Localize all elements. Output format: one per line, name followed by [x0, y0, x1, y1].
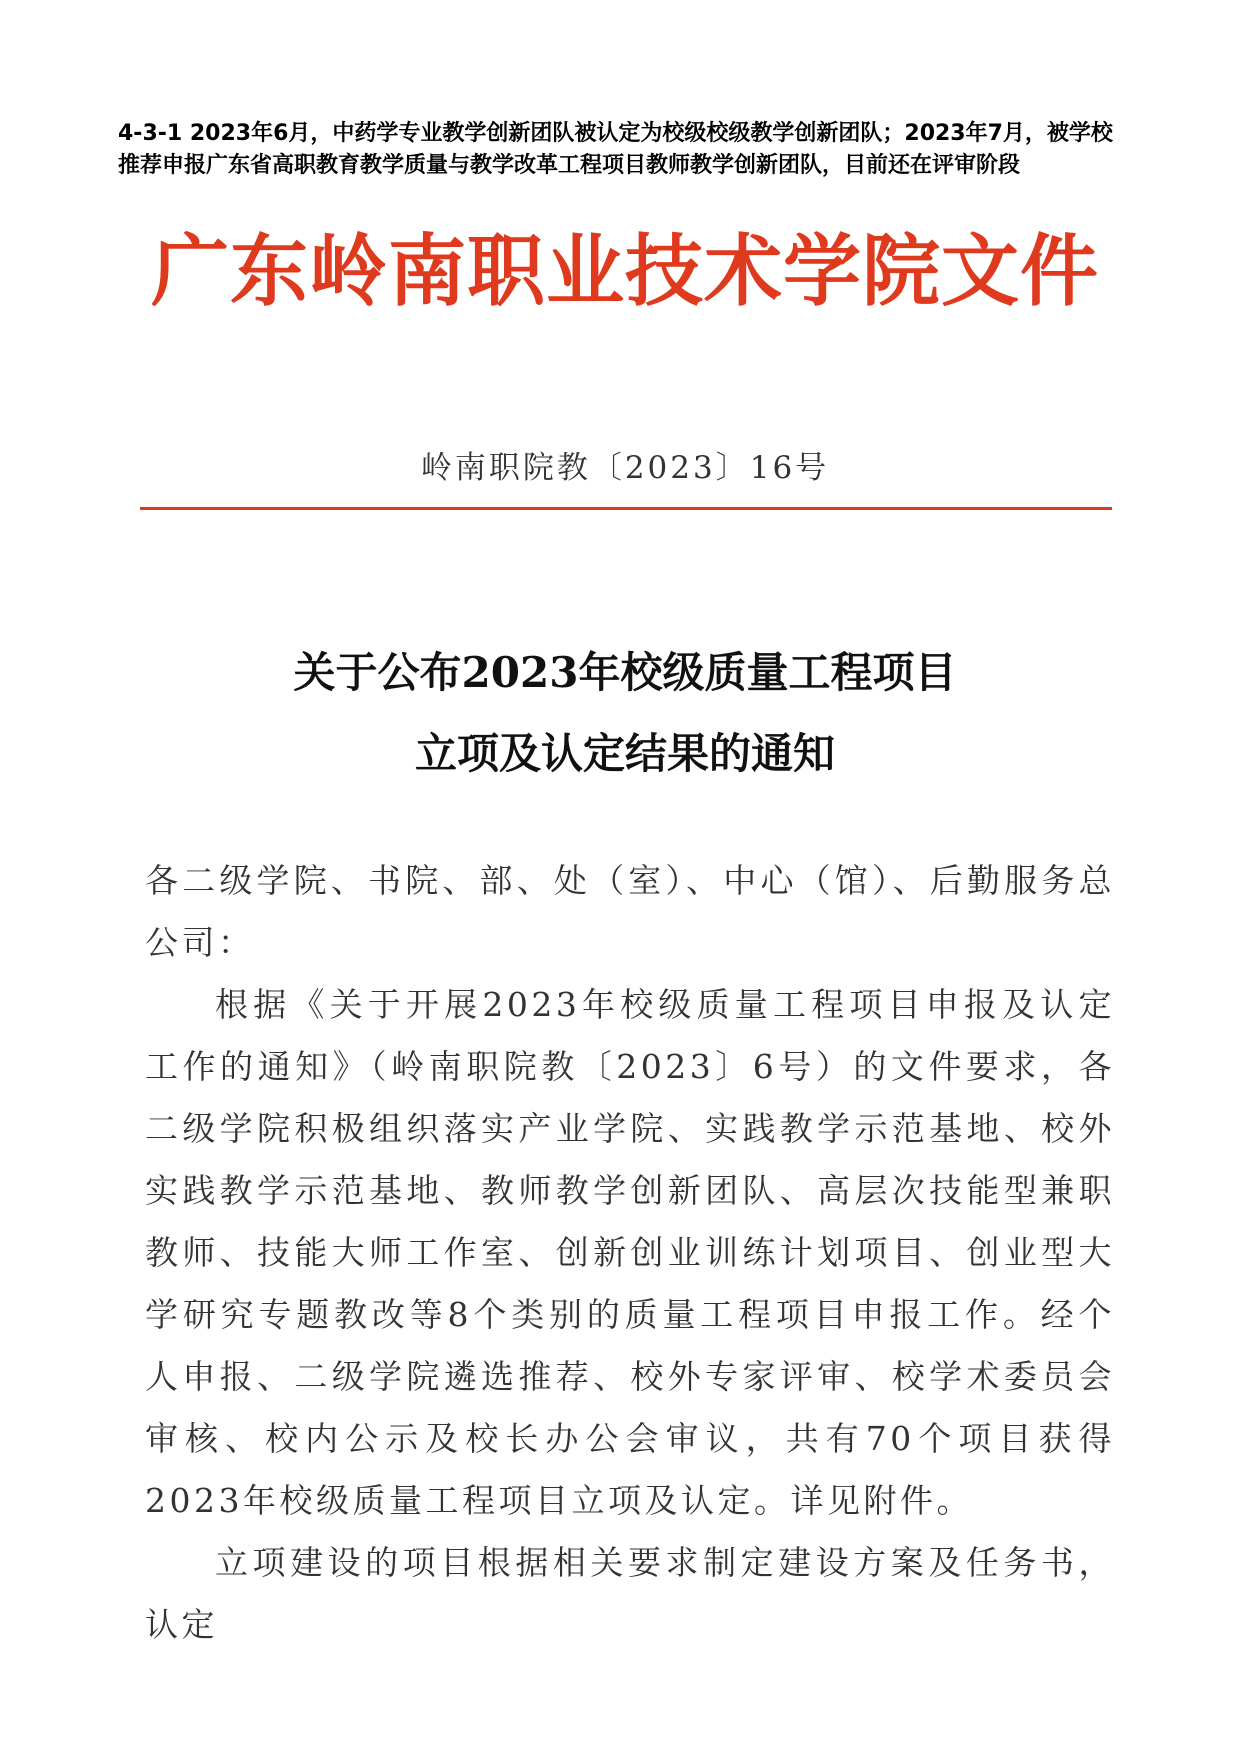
letterhead-divider-line [140, 507, 1112, 510]
figure-caption: 4-3-1 2023年6月，中药学专业教学创新团队被认定为校级校级教学创新团队；2023年7月，被学校推荐申报广东省高职教育教学质量与教学改革工程项目教师教学创新团队，目前还在评审阶段 [118, 121, 1113, 178]
body-paragraph-2: 立项建设的项目根据相关要求制定建设方案及任务书，认定 [145, 1543, 1115, 1644]
notice-title-line-1: 关于公布2023年校级质量工程项目 [293, 648, 957, 697]
document-number: 岭南职院教〔2023〕16号 [420, 450, 830, 486]
salutation: 各二级学院、书院、部、处（室）、中心（馆）、后勤服务总公司： [145, 861, 1115, 962]
notice-title-line-2: 立项及认定结果的通知 [414, 729, 835, 778]
body-paragraph-1: 根据《关于开展2023年校级质量工程项目申报及认定工作的通知》（岭南职院教〔2023〕6号）的文件要求，各二级学院积极组织落实产业学院、实践教学示范基地、校外实践教学示范基地、教师教学创新团队、高层次技能型兼职教师、技能大师工作室、创新创业训练计划项目、创业型大学研究专题教改等8个类别的质量工程项目申报工作。经个人申报、二级学院遴选推荐、校外专家评审、校学术委员会审核、校内公示及校长办公会审议，共有70个项目获得2023年校级质量工程项目立项及认定。详见附件。 [145, 985, 1115, 1520]
notice-body [145, 850, 1115, 1656]
document-letterhead: 广东岭南职业技术学院文件 [150, 226, 1099, 317]
